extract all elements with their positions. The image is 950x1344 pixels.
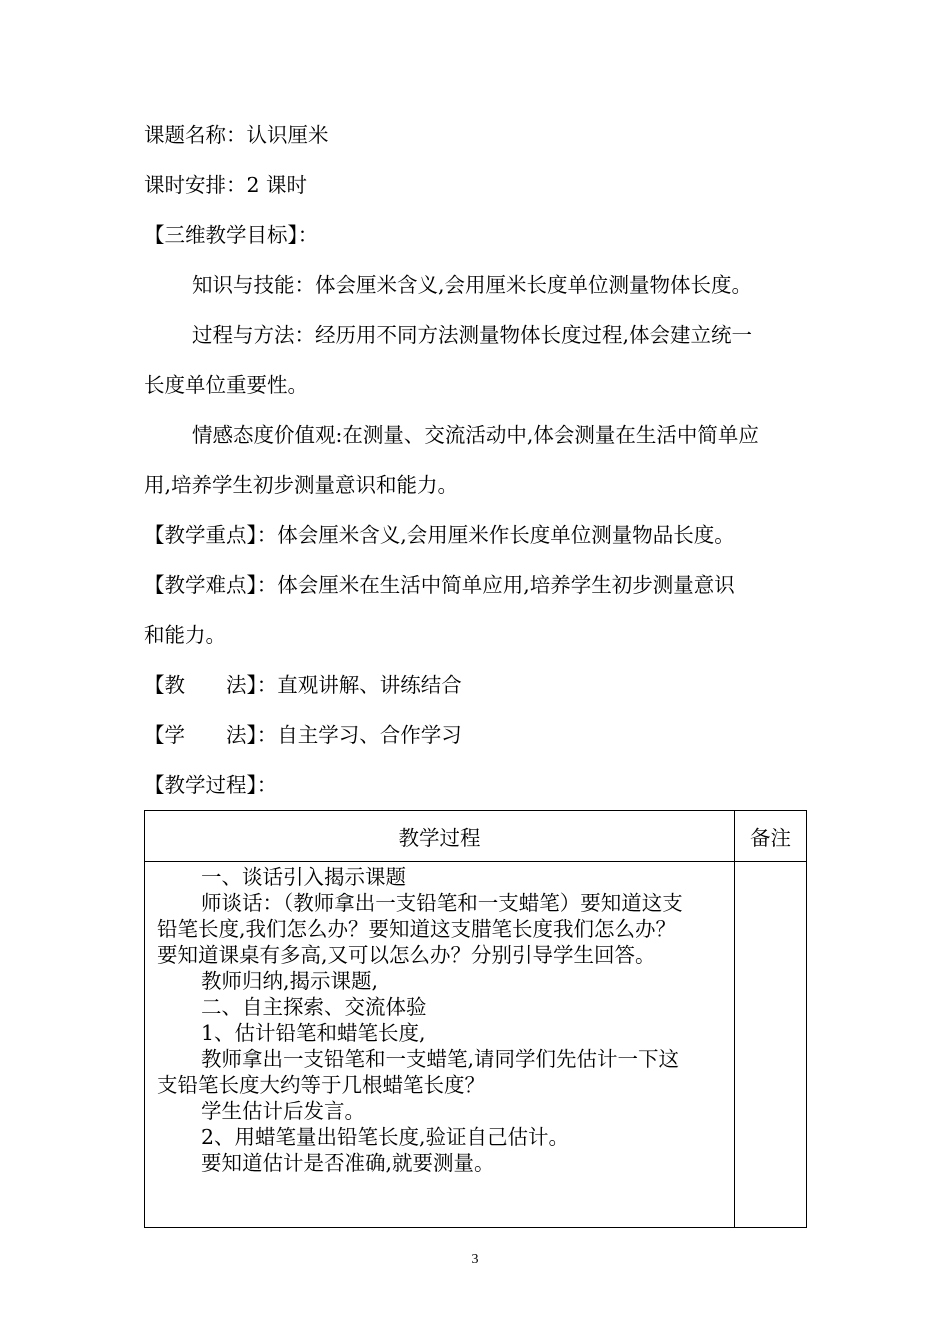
teaching-method [144,673,808,697]
column-header-notes: 备注 [735,811,807,862]
process-heading: 【教学过程】： [144,773,278,797]
goal-process-line2: 长度单位重要性。 [144,373,308,397]
page-number: 3 [471,1252,479,1267]
goal-emotion-line2: 用,培养学生初步测量意识和能力。 [144,473,459,497]
learning-method-value: 自主学习、合作学习 [277,723,462,747]
table-line: 铅笔长度,我们怎么办？要知道这支腊笔长度我们怎么办？ [157,917,677,941]
notes-cell [735,862,807,1228]
table-line: 支铅笔长度大约等于几根蜡笔长度？ [157,1073,485,1097]
course-title-label: 课题名称： [144,123,247,147]
teaching-method-key: 【教 法】： [144,673,278,697]
course-period-line [144,173,808,197]
course-title-value: 认识厘米 [246,123,329,147]
difficulty-line1: 【教学难点】：体会厘米在生活中简单应用,培养学生初步测量意识 [144,573,735,597]
difficulty-line2: 和能力。 [144,623,226,647]
table-body-row [145,862,807,1228]
goal-process-line1: 过程与方法：经历用不同方法测量物体长度过程,体会建立统一 [192,323,753,347]
key-points: 【教学重点】：体会厘米含义,会用厘米作长度单位测量物品长度。 [144,523,735,547]
table-header-row [145,811,807,862]
table-line: 师谈话：（教师拿出一支铅笔和一支蜡笔）要知道这支 [201,891,683,915]
table-line: 1、估计铅笔和蜡笔长度, [201,1021,426,1045]
table-line: 一、谈话引入揭示课题 [201,865,406,889]
learning-method [144,723,808,747]
process-table [144,810,807,1228]
table-line: 教师归纳,揭示课题, [201,969,379,993]
process-cell [145,862,735,1228]
goal-emotion-line1: 情感态度价值观:在测量、交流活动中,体会测量在生活中简单应 [192,423,759,447]
table-line: 2、用蜡笔量出铅笔长度,验证自己估计。 [201,1125,570,1149]
table-line: 学生估计后发言。 [201,1099,365,1123]
teaching-method-value: 直观讲解、讲练结合 [277,673,462,697]
goals-heading: 【三维教学目标】： [144,223,319,247]
table-line: 二、自主探索、交流体验 [201,995,427,1019]
course-period-value: 2 课时 [246,173,308,197]
learning-method-key: 【学 法】： [144,723,278,747]
table-line: 教师拿出一支铅笔和一支蜡笔,请同学们先估计一下这 [201,1047,680,1071]
course-period-label: 课时安排： [144,173,247,197]
course-title-line [144,123,808,147]
column-header-process: 教学过程 [145,811,735,862]
table-line: 要知道估计是否准确,就要测量。 [201,1151,495,1175]
goal-knowledge: 知识与技能：体会厘米含义,会用厘米长度单位测量物体长度。 [192,273,753,297]
table-line: 要知道课桌有多高,又可以怎么办？分别引导学生回答。 [157,943,656,967]
